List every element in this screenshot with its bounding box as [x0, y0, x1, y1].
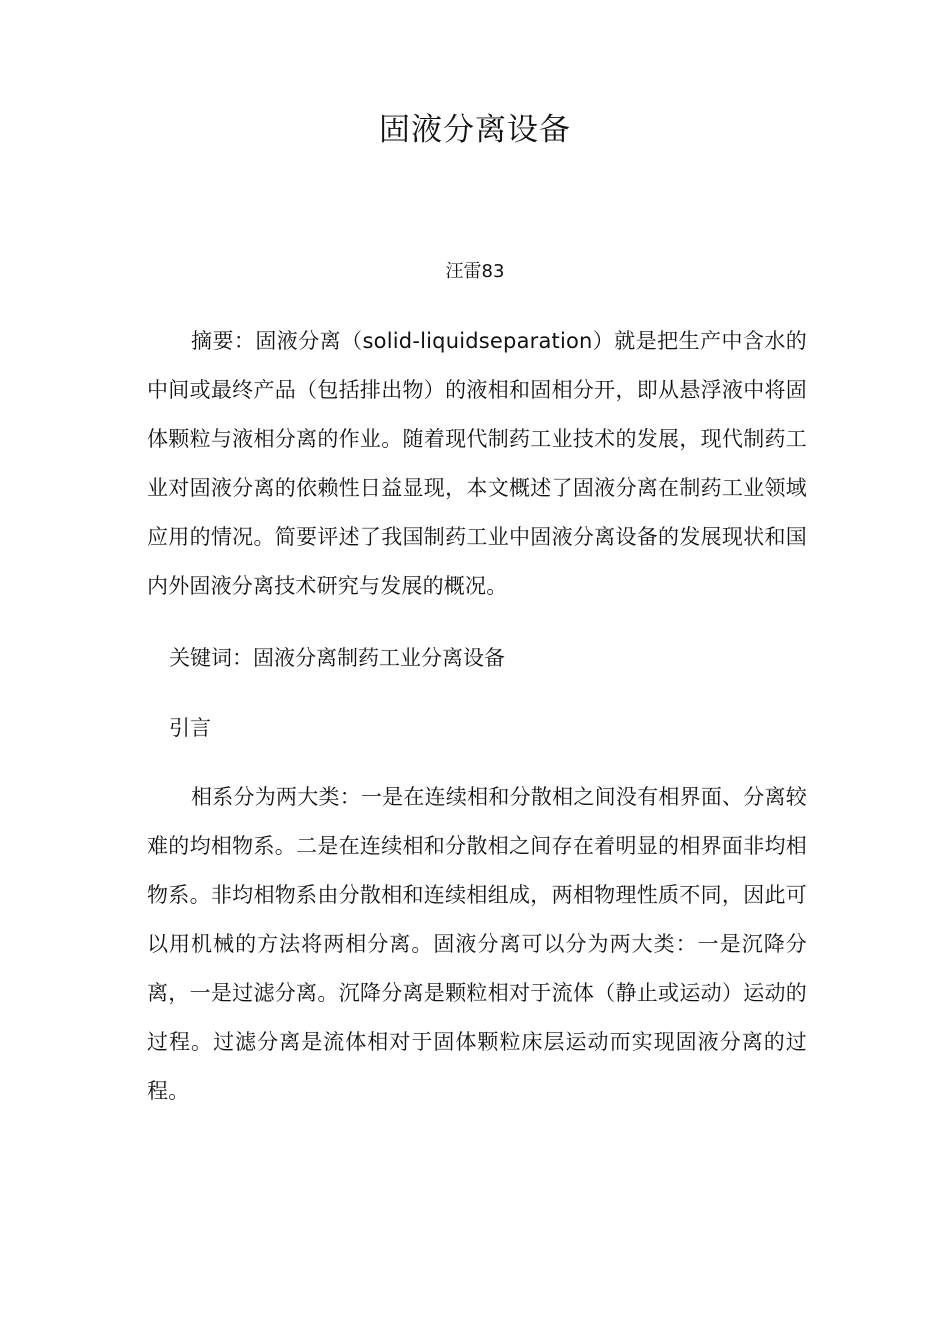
introduction-paragraph: 相系分为两大类：一是在连续相和分散相之间没有相界面、分离较难的均相物系。二是在连续相和分散相之间存在着明显的相界面非均相物系。非均相物系由分散相和连续相组成，两相物理性质不同，因此可以用机械的方法将两相分离。固液分离可以分为两大类：一是沉降分离，一是过滤分离。沉降分离是颗粒相对于流体（静止或运动）运动的过程。过滤分离是流体相对于固体颗粒床层运动而实现固液分离的过程。 [147, 785, 807, 1103]
author-line: 汪雷83 [445, 261, 505, 282]
keywords-line: 关键词：固液分离制药工业分离设备 [169, 646, 505, 670]
abstract-paragraph: 摘要：固液分离（solid-liquidseparation）就是把生产中含水的中间或最终产品（包括排出物）的液相和固相分开，即从悬浮液中将固体颗粒与液相分离的作业。随着现代制药工业技术的发展，现代制药工业对固液分离的依赖性日益显现，本文概述了固液分离在制药工业领域应用的情况。简要评述了我国制药工业中固液分离设备的发展现状和国内外固液分离技术研究与发展的概况。 [147, 329, 807, 598]
section-heading-introduction: 引言 [169, 716, 211, 740]
document-title: 固液分离设备 [379, 112, 571, 148]
